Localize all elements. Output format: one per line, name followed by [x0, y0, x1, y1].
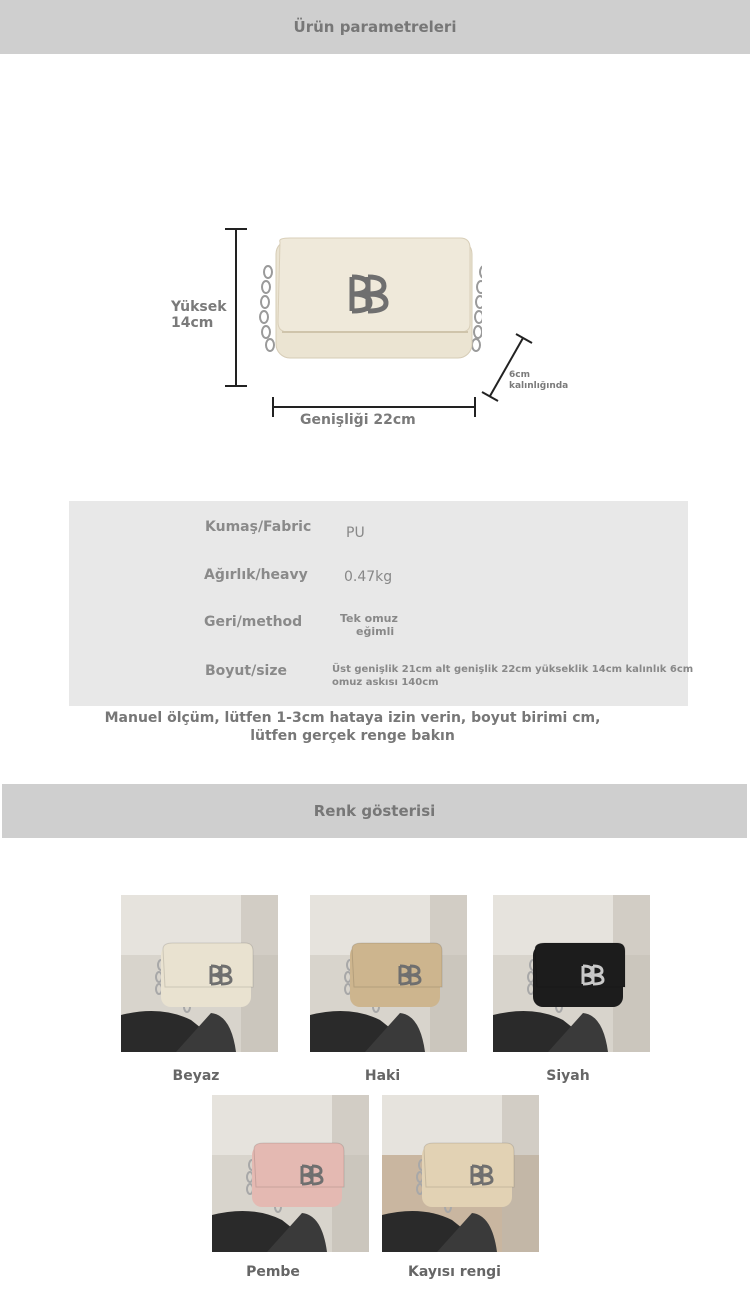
color-swatch-image [310, 895, 467, 1052]
color-caption: Beyaz [172, 1068, 220, 1084]
width-tick-right [474, 397, 476, 417]
color-caption: Siyah [546, 1068, 590, 1084]
color-caption: Kayısı rengi [408, 1264, 501, 1280]
spec-label-weight: Ağırlık/heavy [204, 567, 308, 583]
spec-label-size: Boyut/size [205, 663, 287, 679]
section-header-parameters [0, 0, 750, 54]
width-tick-left [272, 397, 274, 417]
bag-illustration [238, 232, 482, 364]
height-tick-bottom [225, 385, 247, 387]
height-dimension-line [235, 228, 237, 386]
height-tick-top [225, 228, 247, 230]
spec-label-fabric: Kumaş/Fabric [205, 519, 312, 535]
spec-label-method: Geri/method [204, 614, 303, 630]
section-title: Ürün parametreleri [293, 18, 457, 36]
spec-value-method: Tek omuz eğimli [340, 612, 398, 638]
section-title: Renk gösterisi [313, 802, 436, 820]
depth-label: 6cm kalınlığında [509, 370, 569, 391]
section-header-colors [2, 784, 747, 838]
color-swatch-image [493, 895, 650, 1052]
spec-value-weight: 0.47kg [344, 569, 393, 585]
specs-table [69, 501, 694, 706]
width-label: Genişliği 22cm [300, 412, 416, 428]
color-swatch-image [212, 1095, 369, 1252]
measurement-note: Manuel ölçüm, lütfen 1-3cm hataya izin verin, boyut birimi cm, lütfen gerçek renge bakın [104, 710, 601, 744]
color-swatch-image [382, 1095, 539, 1252]
width-dimension-line [272, 406, 476, 408]
color-swatch-image [121, 895, 278, 1052]
spec-value-size: Üst genişlik 21cm alt genişlik 22cm yükseklik 14cm kalınlık 6cm omuz askısı 140cm [332, 664, 694, 688]
height-label: Yüksek 14cm [171, 299, 227, 331]
color-caption: Pembe [246, 1264, 300, 1280]
spec-value-fabric: PU [346, 525, 365, 541]
color-caption: Haki [364, 1068, 401, 1084]
